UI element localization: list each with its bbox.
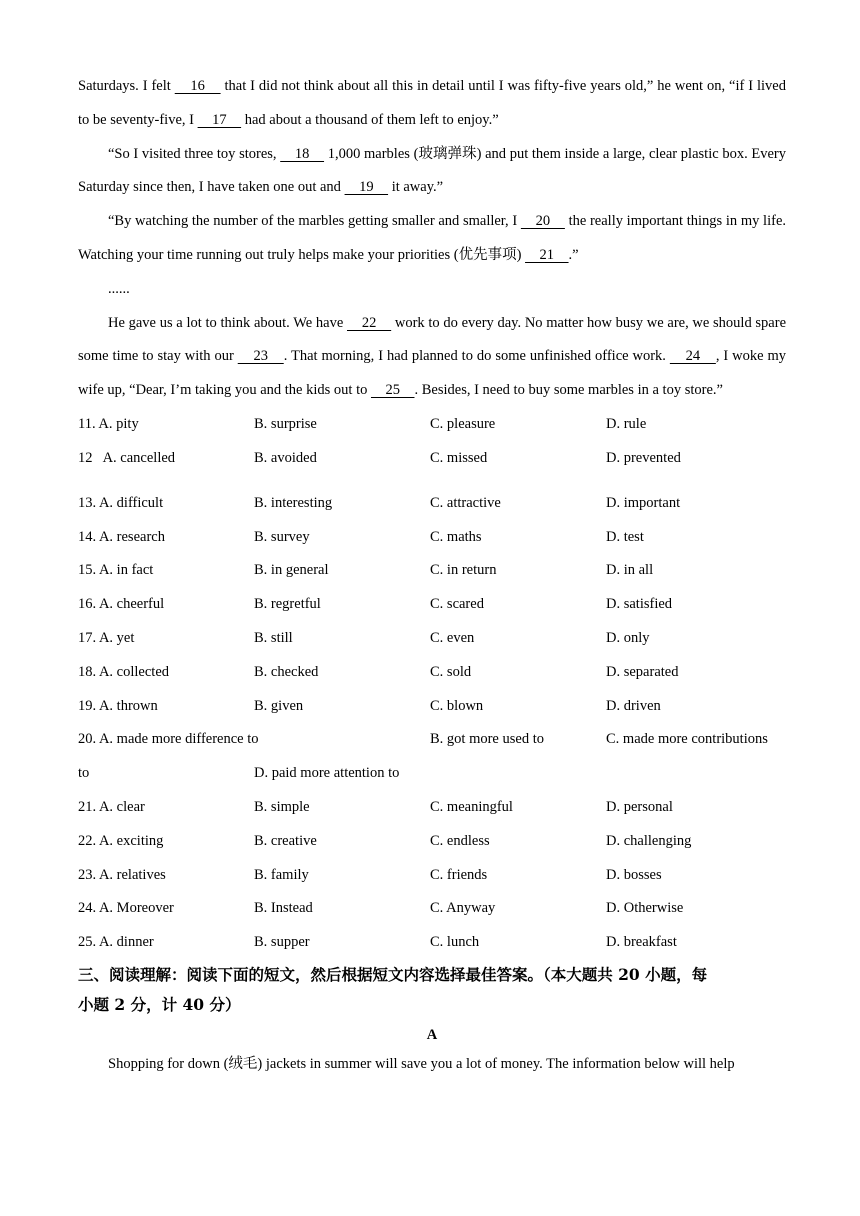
question-row — [78, 690, 786, 724]
option-d: D. bosses — [606, 866, 662, 883]
passage-paragraph-3 — [78, 205, 786, 273]
text: . Besides, I need to buy some marbles in a toy store.” — [414, 382, 723, 399]
question-row — [78, 656, 786, 690]
question-row — [78, 408, 786, 442]
option-c: C. endless — [430, 832, 490, 849]
option-d: D. prevented — [606, 449, 681, 466]
blank-19: 19 — [344, 179, 389, 196]
question-row — [78, 791, 786, 825]
question-row — [78, 926, 786, 960]
question-row — [78, 554, 786, 588]
option-a: 18. A. collected — [78, 663, 170, 680]
option-b: B. supper — [254, 934, 310, 951]
option-d: D. Otherwise — [606, 900, 684, 917]
option-a: 13. A. difficult — [78, 494, 164, 511]
option-b: B. Instead — [254, 900, 313, 917]
option-b: B. still — [254, 629, 293, 646]
option-d: D. paid more attention to — [254, 765, 400, 782]
option-a: 25. A. dinner — [78, 934, 154, 951]
reading-intro: Shopping for down (绒毛) jackets in summer will save you a lot of money. The information below will help — [108, 1055, 735, 1072]
option-c: C. maths — [430, 528, 482, 545]
ellipsis: ...... — [108, 280, 130, 297]
option-c: C. missed — [430, 449, 488, 466]
option-c: C. pleasure — [430, 415, 496, 432]
option-c: C. scared — [430, 596, 484, 613]
question-row-20-continued — [78, 757, 786, 791]
blank-17: 17 — [197, 111, 242, 128]
option-a: 24. A. Moreover — [78, 900, 174, 917]
text: “By watching the number of the marbles getting smaller and smaller, I — [108, 213, 521, 230]
option-d: D. satisfied — [606, 596, 673, 613]
text: Saturdays. I felt — [78, 78, 175, 94]
option-b: B. given — [254, 697, 304, 714]
text: 1,000 marbles (玻璃弹珠) and put them inside a large, clear plastic box. Every Saturday since then, I have taken one out and — [78, 145, 786, 196]
option-c: C. Anyway — [430, 900, 496, 917]
text: He gave us a lot to think about. We have — [108, 314, 347, 331]
text: .” — [568, 246, 579, 263]
section-title — [78, 960, 786, 1020]
blank-16: 16 — [174, 78, 221, 94]
option-d: D. driven — [606, 697, 661, 714]
option-d: D. challenging — [606, 832, 692, 849]
option-a: 20. A. made more difference to — [78, 731, 259, 748]
option-a: 11. A. pity — [78, 415, 139, 432]
option-a: 15. A. in fact — [78, 562, 154, 579]
text: had about a thousand of them left to enjoy.” — [241, 111, 499, 128]
option-d: D. in all — [606, 562, 654, 579]
option-c: C. attractive — [430, 494, 501, 511]
option-d: D. test — [606, 528, 644, 545]
option-c: C. lunch — [430, 934, 480, 951]
option-b: B. in general — [254, 562, 329, 579]
option-a: 12 A. cancelled — [78, 449, 176, 466]
answer-options — [78, 408, 786, 960]
text: that I did not think about all this in detail until I was fifty-five years old,” he went on, “if I lived to be seventy-five, I — [78, 78, 786, 128]
blank-23: 23 — [237, 348, 284, 365]
option-a: 17. A. yet — [78, 629, 135, 646]
section-title-line-2: 小题 2 分，计 40 分） — [78, 994, 241, 1014]
option-c: C. sold — [430, 663, 472, 680]
section-title-line-1: 三、阅读理解：阅读下面的短文，然后根据短文内容选择最佳答案。（本大题共 20 小题，每 — [78, 964, 708, 984]
text: , I woke my wife up, “Dear, I’m taking you and the kids out to — [78, 348, 787, 399]
option-b: B. simple — [254, 798, 310, 815]
question-row — [78, 588, 786, 622]
question-row — [78, 859, 786, 893]
blank-22: 22 — [347, 314, 392, 331]
text: “So I visited three toy stores, — [108, 145, 281, 162]
exam-page — [78, 70, 786, 1078]
text: the really important things in my life. Watching your time running out truly helps make your priorities (优先事项) — [78, 213, 786, 263]
option-b: B. interesting — [254, 494, 333, 511]
blank-24: 24 — [669, 348, 716, 365]
option-d: D. important — [606, 494, 681, 511]
question-row — [78, 521, 786, 555]
option-a: 21. A. clear — [78, 798, 145, 815]
option-d: D. rule — [606, 415, 647, 432]
option-d: D. personal — [606, 798, 673, 815]
option-b: B. checked — [254, 663, 319, 680]
blank-25: 25 — [370, 382, 415, 399]
passage-paragraph-1 — [78, 70, 786, 138]
question-row — [78, 622, 786, 656]
option-d: D. breakfast — [606, 934, 677, 951]
option-d: D. only — [606, 629, 650, 646]
passage-paragraph-2 — [78, 138, 786, 206]
text: . That morning, I had planned to do some unfinished office work. — [283, 348, 670, 365]
option-c: C. made more contributions — [606, 731, 768, 748]
option-b: B. avoided — [254, 449, 317, 466]
option-d: D. separated — [606, 663, 679, 680]
blank-18: 18 — [280, 145, 325, 162]
option-a: 16. A. cheerful — [78, 596, 165, 613]
question-row — [78, 487, 786, 521]
passage-paragraph-4 — [78, 307, 786, 408]
option-b: B. got more used to — [430, 731, 544, 748]
option-a: 22. A. exciting — [78, 832, 164, 849]
question-row-20 — [78, 723, 786, 757]
blank-20: 20 — [520, 213, 565, 230]
option-b: B. creative — [254, 832, 317, 849]
blank-21: 21 — [525, 246, 569, 263]
option-b: B. survey — [254, 528, 310, 545]
option-c: C. friends — [430, 866, 488, 883]
option-b: B. surprise — [254, 415, 317, 432]
option-b: B. family — [254, 866, 309, 883]
text: work to do every day. No matter how busy we are, we should spare some time to stay with our — [78, 314, 787, 365]
question-row — [78, 825, 786, 859]
question-row — [78, 442, 786, 487]
question-row — [78, 892, 786, 926]
option-b: B. regretful — [254, 596, 321, 613]
option-c: C. meaningful — [430, 798, 513, 815]
option-c-continued: to — [78, 765, 90, 782]
option-a: 14. A. research — [78, 528, 165, 545]
option-c: C. in return — [430, 562, 497, 579]
text: it away.” — [388, 179, 444, 196]
option-a: 23. A. relatives — [78, 866, 166, 883]
option-c: C. blown — [430, 697, 484, 714]
option-a: 19. A. thrown — [78, 697, 158, 714]
passage-label: A — [426, 1026, 438, 1043]
option-c: C. even — [430, 629, 475, 646]
